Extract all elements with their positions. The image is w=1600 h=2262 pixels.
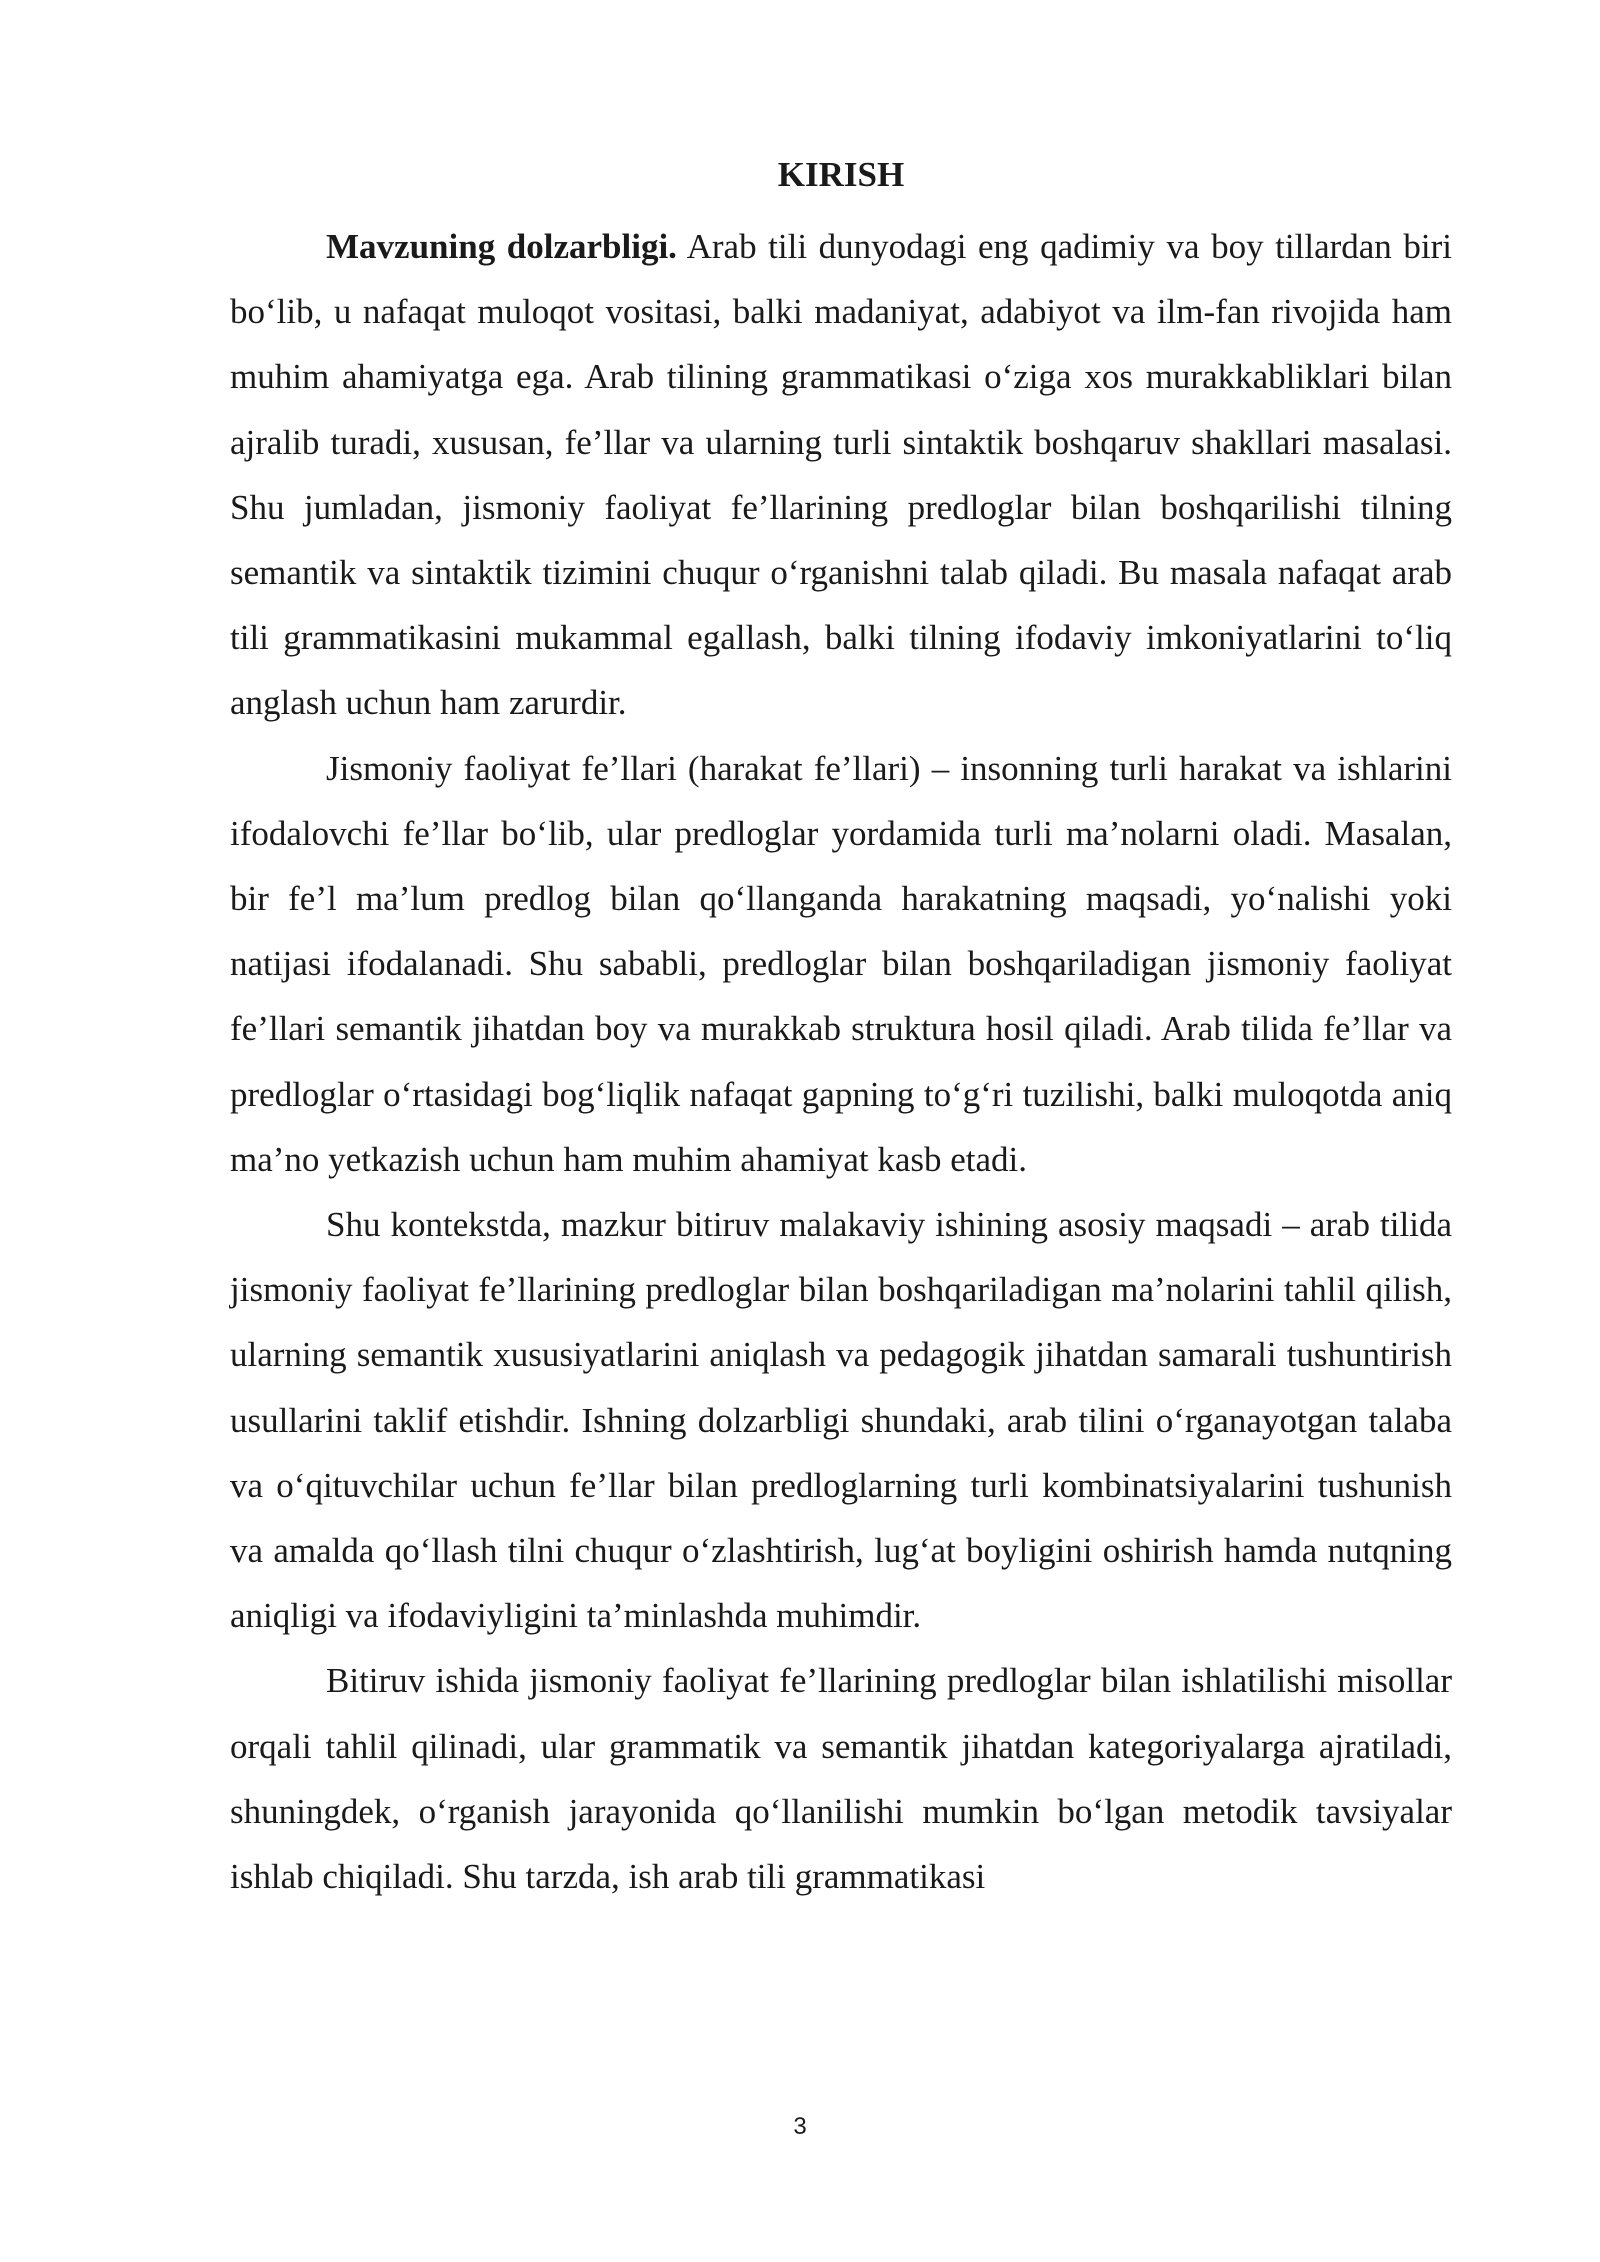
paragraph-methods: Bitiruv ishida jismoniy faoliyat fe’llarining predloglar bilan ishlatilishi misollar orqali tahlil qilinadi, ular grammatik va semantik jihatdan kategoriyalarga ajratiladi, shuningdek, o‘rganish jarayonida qo‘llanilishi mumkin bo‘lgan metodik tavsiyalar ishlab chiqiladi. Shu tarzda, ish arab tili grammatikasi (230, 1661, 1452, 1897)
paragraph-physical-verbs: Jismoniy faoliyat fe’llari (harakat fe’llari) – insonning turli harakat va ishlarini ifodalovchi fe’llar bo‘lib, ular predloglar yordamida turli ma’nolarni oladi. Masalan, bir fe’l ma’lum predlog bilan qo‘llanganda harakatning maqsadi, yo‘nalishi yoki natijasi ifodalanadi. Shu sababli, predloglar bilan boshqariladigan jismoniy faoliyat fe’llari semantik jihatdan boy va murakkab struktura hosil qiladi. Arab tilida fe’llar va predloglar o‘rtasidagi bog‘liqlik nafaqat gapning to‘g‘ri tuzilishi, balki muloqotda aniq ma’no yetkazish uchun ham muhim ahamiyat kasb etadi. (230, 748, 1452, 1179)
paragraph-text: Arab tili dunyodagi eng qadimiy va boy tillardan biri bo‘lib, u nafaqat muloqot vositasi, balki madaniyat, adabiyot va ilm-fan rivojida ham muhim ahamiyatga ega. Arab tilining grammatikasi o‘ziga xos murakkabliklari bilan ajralib turadi, xususan, fe’llar va ularning turli sintaktik boshqaruv shakllari masalasi. Shu jumladan, jismoniy faoliyat fe’llarining predloglar bilan boshqarilishi tilning semantik va sintaktik tizimini chuqur o‘rganishni talab qiladi. Bu masala nafaqat arab tili grammatikasini mukammal egallash, balki tilning ifodaviy imkoniyatlarini to‘liq anglash uchun ham zarurdir. (230, 227, 1452, 723)
paragraph-purpose: Shu kontekstda, mazkur bitiruv malakaviy ishining asosiy maqsadi – arab tilida jismoniy faoliyat fe’llarining predloglar bilan boshqariladigan ma’nolarini tahlil qilish, ularning semantik xususiyatlarini aniqlash va pedagogik jihatdan samarali tushuntirish usullarini taklif etishdir. Ishning dolzarbligi shundaki, arab tilini o‘rganayotgan talaba va o‘qituvchilar uchun fe’llar bilan predloglarning turli kombinatsiyalarini tushunish va amalda qo‘llash tilni chuqur o‘zlashtirish, lug‘at boyligini oshirish hamda nutqning aniqligi va ifodaviyligini ta’minlashda muhimdir. (230, 1205, 1452, 1636)
page-content (230, 150, 1452, 1909)
section-heading: KIRISH (777, 155, 905, 194)
paragraph-relevance (230, 214, 1452, 736)
paragraph-lead: Mavzuning dolzarbligi. (326, 227, 677, 266)
page-number: 3 (793, 2113, 807, 2140)
